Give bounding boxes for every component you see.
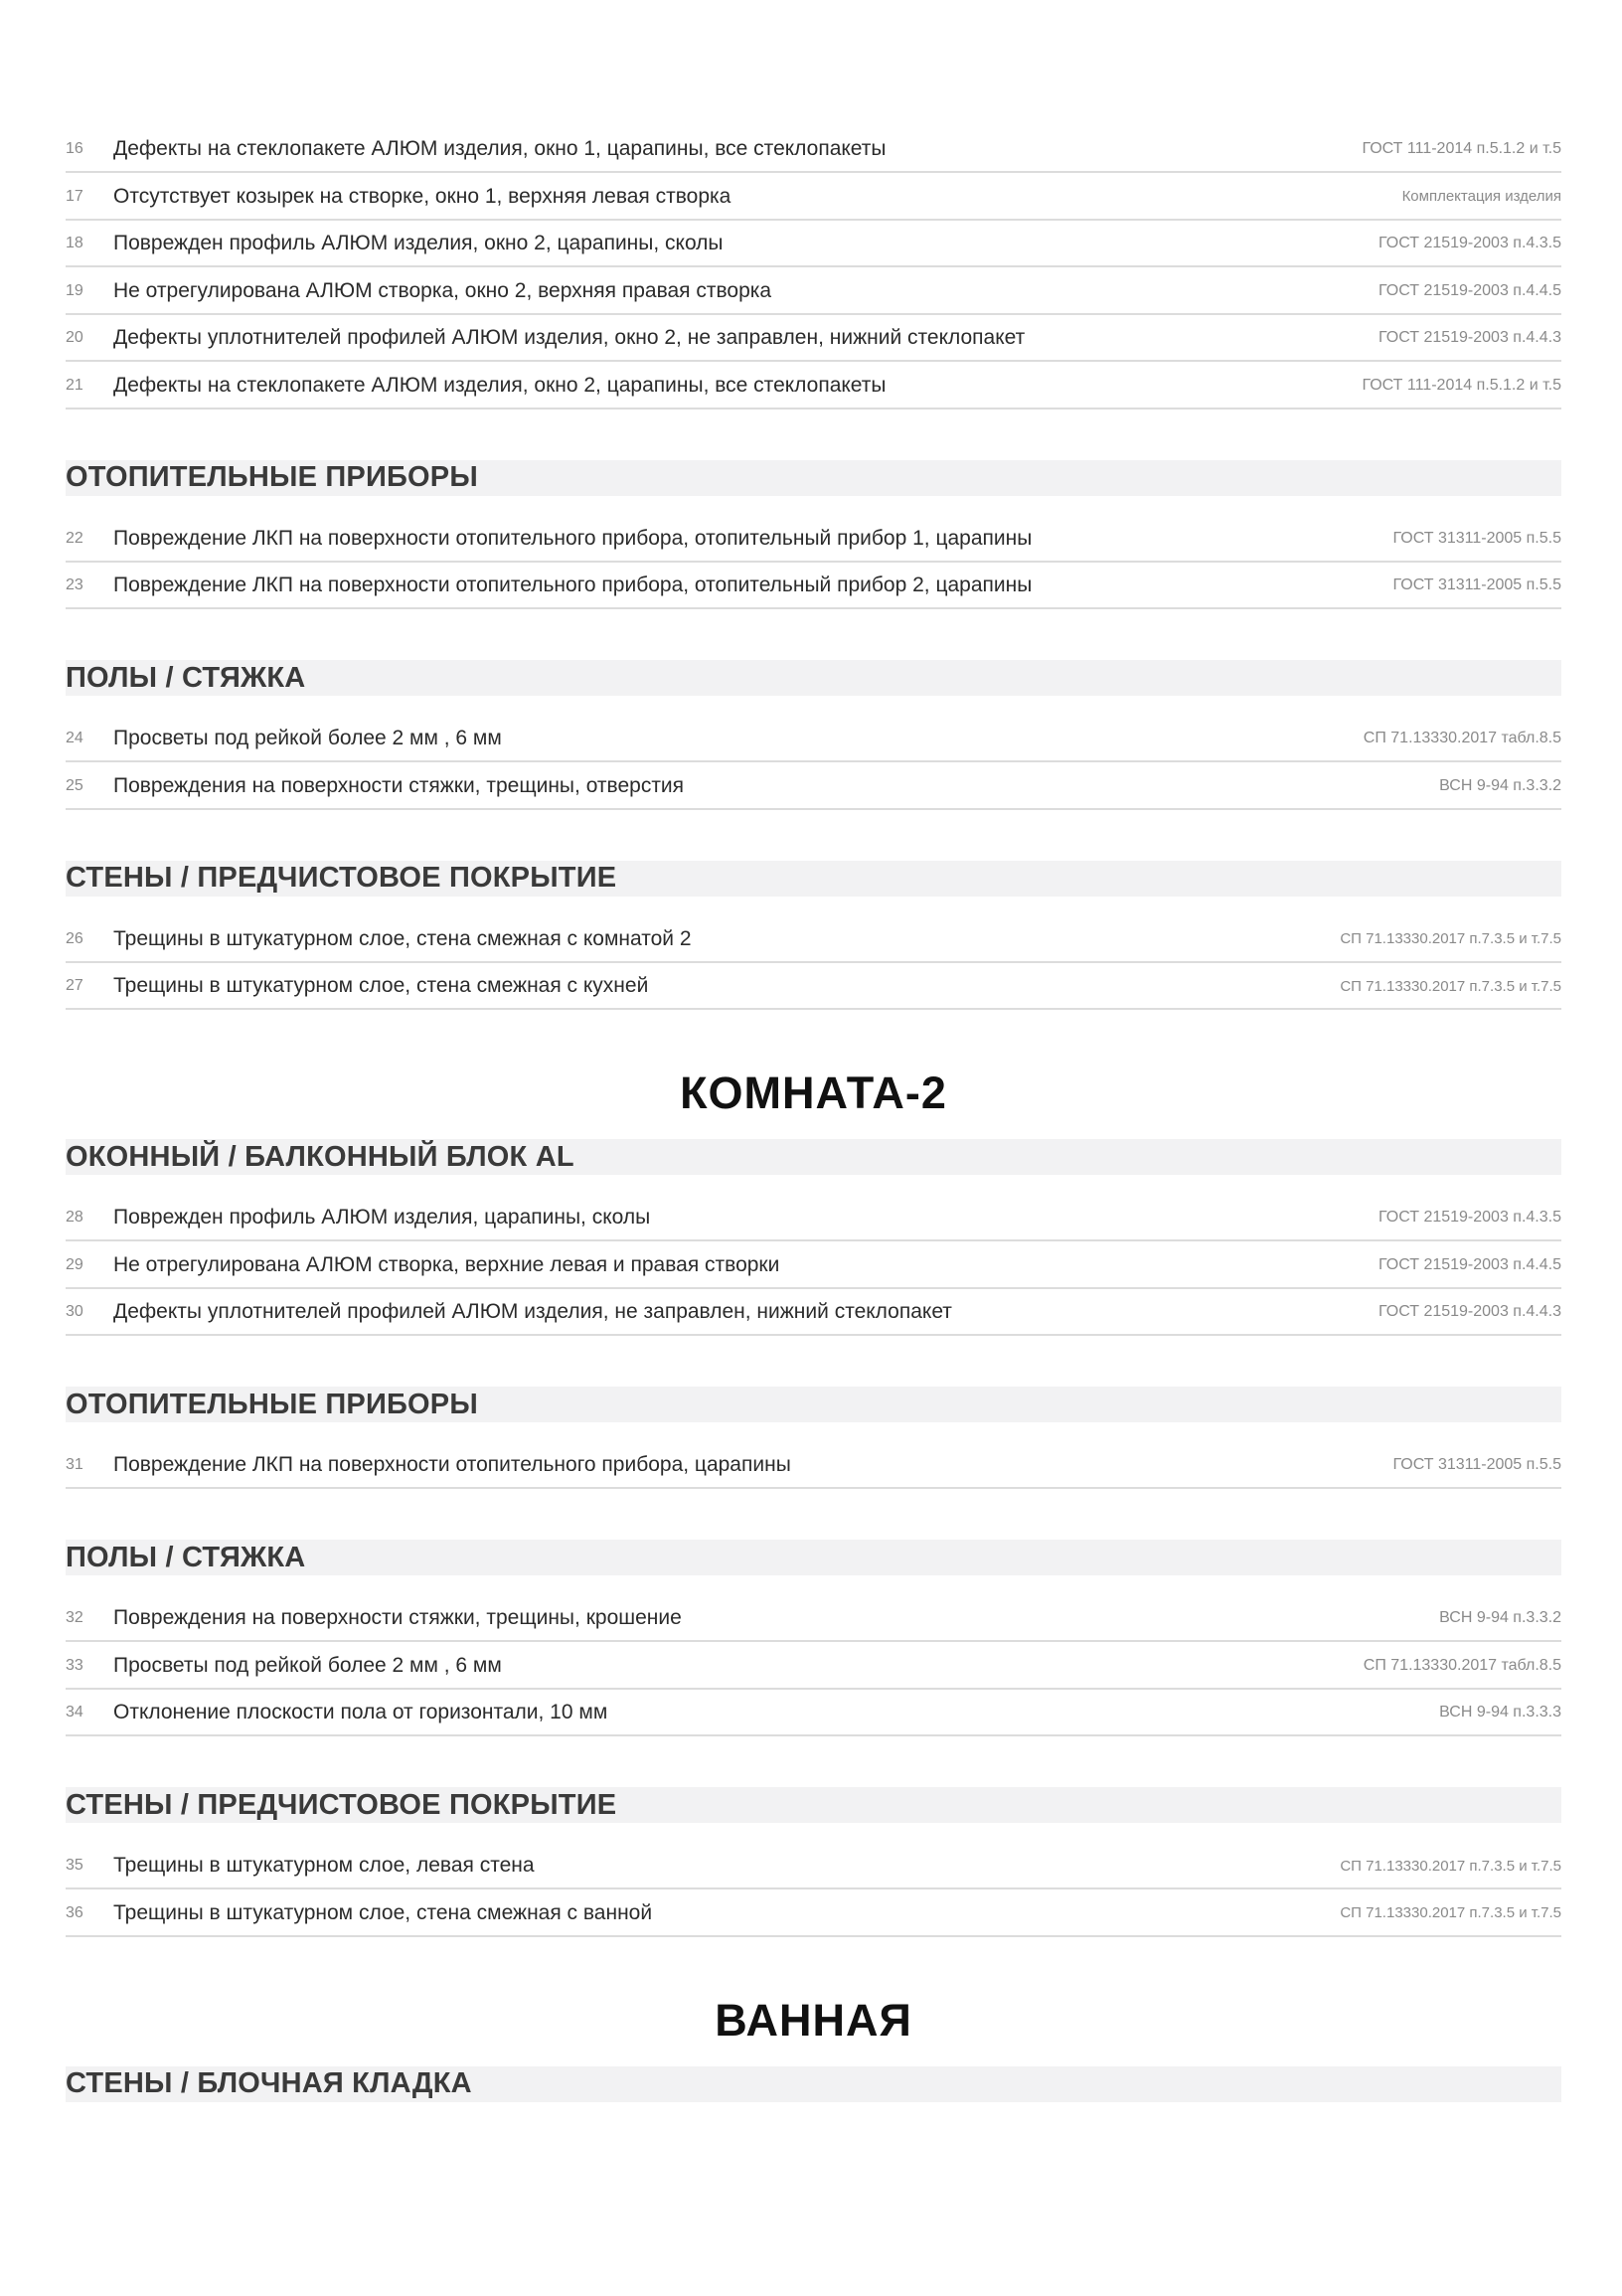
defect-row: [66, 917, 1561, 963]
defect-reference: СП 71.13330.2017 п.7.3.5 и т.7.5: [1340, 1857, 1561, 1875]
defects-document: [66, 127, 1561, 2123]
section-header: [66, 660, 1561, 696]
defect-reference: ГОСТ 21519-2003 п.4.4.3: [1378, 329, 1561, 346]
defect-row: [66, 222, 1561, 267]
defect-number: 19: [66, 281, 83, 299]
defect-reference: СП 71.13330.2017 табл.8.5: [1363, 730, 1561, 746]
defect-reference: ГОСТ 21519-2003 п.4.4.5: [1378, 281, 1561, 299]
section-block-masonry: [66, 2066, 1561, 2102]
section-title: СТЕНЫ / ПРЕДЧИСТОВОЕ ПОКРЫТИЕ: [66, 1788, 617, 1821]
section-title: СТЕНЫ / БЛОЧНАЯ КЛАДКА: [66, 2067, 472, 2099]
section-floors: [66, 1540, 1561, 1736]
defect-description: Поврежден профиль АЛЮМ изделия, окно 2, царапины, сколы: [113, 232, 724, 254]
defect-number: 26: [66, 929, 83, 947]
defect-description: Не отрегулирована АЛЮМ створка, верхние левая и правая створки: [113, 1252, 780, 1276]
defect-description: Повреждение ЛКП на поверхности отопительного прибора, царапины: [113, 1453, 791, 1476]
defect-reference: Комплектация изделия: [1401, 188, 1561, 205]
intro-defect-list: [66, 127, 1561, 410]
section-header: [66, 1139, 1561, 1175]
defect-row: [66, 269, 1561, 315]
room-title: КОМНАТА-2: [680, 1067, 947, 1118]
defect-description: Повреждение ЛКП на поверхности отопительного прибора, отопительный прибор 2, царапины: [113, 574, 1033, 596]
defect-row: [66, 1691, 1561, 1736]
defect-description: Трещины в штукатурном слое, стена смежная с комнатой 2: [113, 926, 692, 950]
defect-reference: ГОСТ 21519-2003 п.4.4.3: [1378, 1303, 1561, 1320]
defect-row: [66, 127, 1561, 173]
defect-description: Просветы под рейкой более 2 мм , 6 мм: [113, 727, 502, 749]
defect-row: [66, 1891, 1561, 1937]
section-header: [66, 1787, 1561, 1823]
defect-number: 33: [66, 1656, 83, 1674]
defect-number: 30: [66, 1303, 83, 1320]
defect-row: [66, 764, 1561, 810]
defect-number: 27: [66, 977, 83, 994]
defect-description: Поврежден профиль АЛЮМ изделия, царапины, сколы: [113, 1206, 651, 1229]
defect-description: Просветы под рейкой более 2 мм , 6 мм: [113, 1653, 502, 1677]
defect-number: 18: [66, 235, 83, 251]
defect-reference: ГОСТ 111-2014 п.5.1.2 и т.5: [1362, 376, 1561, 394]
defect-row: [66, 1290, 1561, 1336]
defect-description: Повреждения на поверхности стяжки, трещины, крошение: [113, 1606, 682, 1629]
defect-row: [66, 1596, 1561, 1642]
room-heading: [66, 1064, 1561, 1123]
defect-number: 21: [66, 376, 83, 394]
defect-row: [66, 316, 1561, 362]
defect-description: Отклонение плоскости пола от горизонтали, 10 мм: [113, 1701, 608, 1723]
defect-row: [66, 364, 1561, 410]
defect-number: 28: [66, 1209, 83, 1226]
section-title: ОТОПИТЕЛЬНЫЕ ПРИБОРЫ: [66, 1388, 478, 1420]
defect-reference: СП 71.13330.2017 п.7.3.5 и т.7.5: [1340, 977, 1561, 995]
defect-description: Не отрегулирована АЛЮМ створка, окно 2, верхняя правая створка: [113, 278, 772, 302]
defect-number: 25: [66, 776, 83, 794]
defect-number: 34: [66, 1704, 83, 1721]
defect-reference: ВСН 9-94 п.3.3.2: [1439, 776, 1561, 794]
defect-row: [66, 1196, 1561, 1241]
defect-reference: СП 71.13330.2017 п.7.3.5 и т.7.5: [1340, 930, 1561, 947]
defect-number: 20: [66, 329, 83, 346]
section-floors: [66, 660, 1561, 810]
defect-row: [66, 1443, 1561, 1489]
section-title: ОКОННЫЙ / БАЛКОННЫЙ БЛОК AL: [66, 1140, 574, 1173]
defect-reference: ГОСТ 31311-2005 п.5.5: [1392, 576, 1561, 593]
defect-row: [66, 1644, 1561, 1690]
defect-description: Дефекты уплотнителей профилей АЛЮМ изделия, окно 2, не заправлен, нижний стеклопакет: [113, 326, 1026, 349]
defect-description: Трещины в штукатурном слое, стена смежная с кухней: [113, 974, 649, 997]
defect-number: 36: [66, 1903, 83, 1921]
defect-description: Отсутствует козырек на створке, окно 1, верхняя левая створка: [113, 184, 731, 208]
section-walls: [66, 1787, 1561, 1937]
section-title: СТЕНЫ / ПРЕДЧИСТОВОЕ ПОКРЫТИЕ: [66, 862, 617, 894]
defect-reference: ГОСТ 21519-2003 п.4.3.5: [1378, 1209, 1561, 1226]
defect-number: 23: [66, 576, 83, 593]
defect-description: Дефекты на стеклопакете АЛЮМ изделия, окно 1, царапины, все стеклопакеты: [113, 137, 887, 160]
defect-row: [66, 517, 1561, 563]
defect-reference: СП 71.13330.2017 п.7.3.5 и т.7.5: [1340, 1904, 1561, 1921]
defect-number: 31: [66, 1456, 83, 1473]
defect-number: 17: [66, 187, 83, 205]
defect-number: 32: [66, 1609, 83, 1626]
section-walls: [66, 861, 1561, 1011]
defect-row: [66, 564, 1561, 609]
defect-reference: ВСН 9-94 п.3.3.2: [1439, 1609, 1561, 1626]
defect-row: [66, 964, 1561, 1010]
defect-description: Дефекты на стеклопакете АЛЮМ изделия, окно 2, царапины, все стеклопакеты: [113, 373, 887, 397]
defect-reference: ВСН 9-94 п.3.3.3: [1439, 1704, 1561, 1721]
defect-row: [66, 1844, 1561, 1889]
defect-row: [66, 1243, 1561, 1289]
defect-number: 22: [66, 529, 83, 547]
defect-row: [66, 175, 1561, 221]
section-heating: [66, 460, 1561, 610]
section-header: [66, 1540, 1561, 1575]
defect-description: Повреждения на поверхности стяжки, трещины, отверстия: [113, 773, 685, 797]
defect-reference: СП 71.13330.2017 табл.8.5: [1363, 1656, 1561, 1674]
section-title: ПОЛЫ / СТЯЖКА: [66, 1541, 306, 1573]
section-header: [66, 861, 1561, 897]
defect-number: 16: [66, 140, 83, 157]
section-header: [66, 2066, 1561, 2102]
section-heating: [66, 1387, 1561, 1489]
section-header: [66, 460, 1561, 496]
defect-number: 29: [66, 1255, 83, 1273]
defect-number: 35: [66, 1857, 83, 1874]
defect-reference: ГОСТ 31311-2005 п.5.5: [1392, 1456, 1561, 1473]
section-header: [66, 1387, 1561, 1422]
defect-reference: ГОСТ 31311-2005 п.5.5: [1392, 529, 1561, 547]
defect-description: Трещины в штукатурном слое, стена смежная с ванной: [113, 1900, 653, 1924]
defect-reference: ГОСТ 21519-2003 п.4.3.5: [1378, 235, 1561, 251]
defect-row: [66, 717, 1561, 762]
room-title: ВАННАЯ: [715, 1994, 912, 2046]
section-title: ПОЛЫ / СТЯЖКА: [66, 661, 306, 694]
room-heading: [66, 1991, 1561, 2050]
defect-reference: ГОСТ 111-2014 п.5.1.2 и т.5: [1362, 140, 1561, 157]
defect-number: 24: [66, 730, 83, 746]
defect-description: Дефекты уплотнителей профилей АЛЮМ изделия, не заправлен, нижний стеклопакет: [113, 1300, 952, 1323]
defect-description: Повреждение ЛКП на поверхности отопительного прибора, отопительный прибор 1, царапины: [113, 526, 1033, 550]
defect-description: Трещины в штукатурном слое, левая стена: [113, 1854, 535, 1877]
section-window-block: [66, 1139, 1561, 1336]
section-title: ОТОПИТЕЛЬНЫЕ ПРИБОРЫ: [66, 461, 478, 493]
defect-reference: ГОСТ 21519-2003 п.4.4.5: [1378, 1255, 1561, 1273]
